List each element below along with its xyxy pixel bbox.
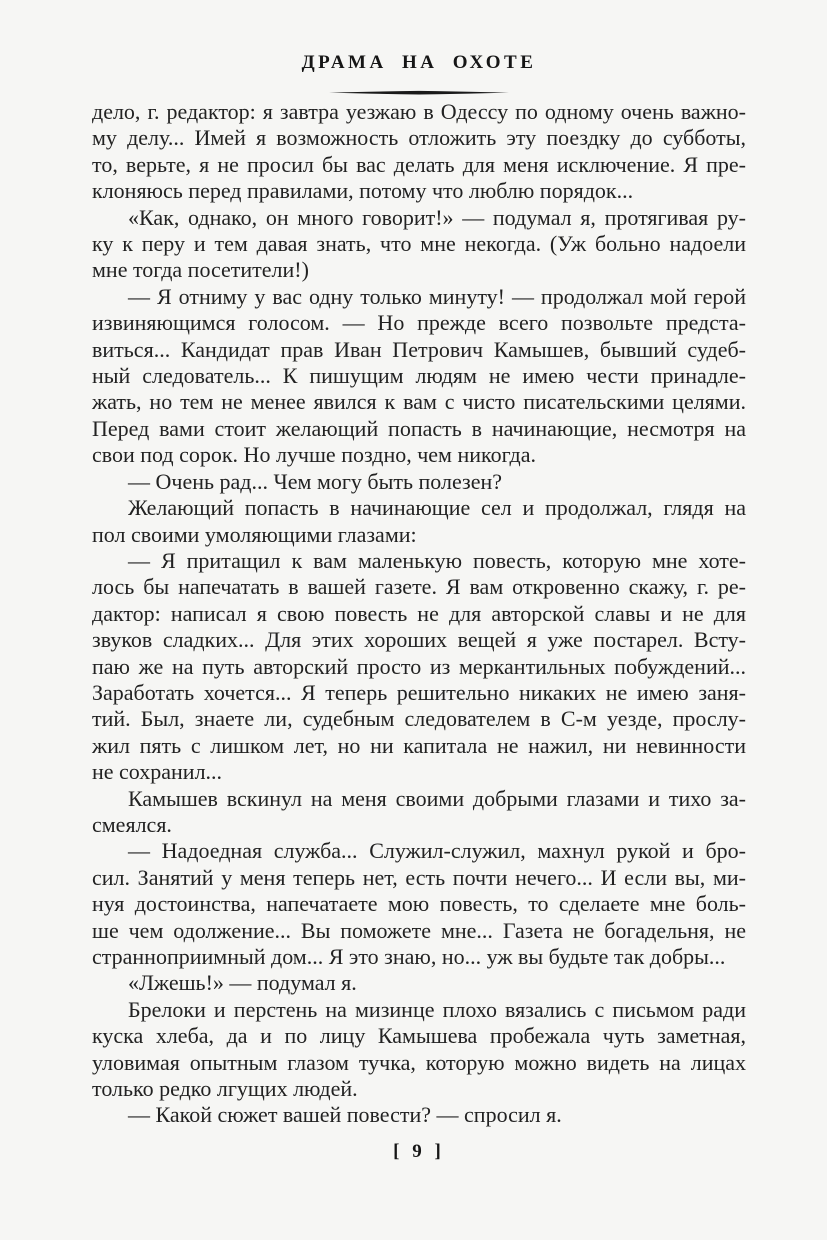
text-line: — Я отниму у вас одну только минуту! — продолжал мой герой	[128, 283, 746, 309]
text-line: мне тогда посетители!)	[92, 257, 309, 283]
text-line: нуя достоинства, напечатаете мою повесть, то сделаете мне боль-	[92, 891, 746, 917]
text-line: смеялся.	[92, 811, 172, 837]
text-line: ку к перу и тем давая знать, что мне некогда. (Уж больно надоели	[92, 231, 746, 257]
text-line: звуков сладких... Для этих хороших вещей я уже постарел. Всту-	[92, 627, 746, 653]
text-line: — Какой сюжет вашей повести? — спросил я.	[128, 1102, 562, 1128]
text-line: уловимая опытным глазом тучка, которую можно видеть на лицах	[92, 1049, 746, 1075]
text-line: свои под сорок. Но лучше поздно, чем никогда.	[92, 442, 536, 468]
text-line: паю же на путь авторский просто из меркантильных побуждений...	[92, 653, 746, 679]
text-line: — Надоедная служба... Служил-служил, махнул рукой и бро-	[128, 838, 746, 864]
text-line: не сохранил...	[92, 759, 223, 785]
text-line: ше чем одолжение... Вы поможете мне... Газета не богадельня, не	[92, 917, 746, 943]
text-line: виться... Кандидат прав Иван Петрович Камышев, бывший судеб-	[92, 336, 746, 362]
text-line: — Очень рад... Чем могу быть полезен?	[128, 468, 503, 494]
text-line: жать, но тем не менее явился к вам с чисто писательскими целями.	[92, 389, 746, 415]
text-line: пол своими умоляющими глазами:	[92, 521, 417, 547]
text-line: то, верьте, я не просил бы вас делать для меня исключение. Я пре-	[92, 151, 746, 177]
page-number: [ 9 ]	[393, 1141, 445, 1162]
swelled-rule-ornament	[329, 90, 509, 96]
text-line: ный следователь... К пишущим людям не имею чести принадле-	[92, 363, 746, 389]
text-line: му делу... Имей я возможность отложить эту поездку до субботы,	[92, 125, 746, 151]
text-line: дактор: написал я свою повесть не для авторской славы и не для	[92, 600, 746, 626]
text-line: — Я притащил к вам маленькую повесть, которую мне хоте-	[128, 547, 746, 573]
text-line: Перед вами стоит желающий попасть в начинающие, несмотря на	[92, 415, 746, 441]
text-line: дело, г. редактор: я завтра уезжаю в Одессу по одному очень важно-	[92, 99, 746, 124]
text-line: «Как, однако, он много говорит!» — подумал я, протягивая ру-	[128, 204, 746, 230]
text-line: Заработать хочется... Я теперь решительно никаких не имею заня-	[92, 679, 746, 705]
text-line: куска хлеба, да и по лицу Камышева пробежала чуть заметная,	[92, 1023, 746, 1049]
text-line: «Лжешь!» — подумал я.	[128, 970, 357, 996]
text-line: странноприимный дом... Я это знаю, но... уж вы будьте так добры...	[92, 944, 726, 969]
running-head: ДРАМА НА ОХОТЕ	[301, 52, 537, 73]
text-line: сил. Занятий у меня теперь нет, есть почти нечего... И если вы, ми-	[92, 864, 746, 890]
body-text	[92, 99, 746, 1129]
text-line: клоняюсь перед правилами, потому что люблю порядок...	[92, 178, 634, 204]
text-line: лось бы напечатать в вашей газете. Я вам откровенно скажу, г. ре-	[92, 574, 746, 600]
text-line: извиняющимся голосом. — Но прежде всего позвольте предста-	[92, 310, 746, 336]
text-line: Камышев вскинул на меня своими добрыми глазами и тихо за-	[128, 785, 746, 811]
text-line: тий. Был, знаете ли, судебным следователем в С-м уезде, прослу-	[92, 706, 746, 732]
text-line: Брелоки и перстень на мизинце плохо вязались с письмом ради	[128, 996, 746, 1022]
text-line: жил пять с лишком лет, но ни капитала не нажил, ни невинности	[92, 732, 746, 758]
swelled-rule-shape	[329, 90, 509, 96]
text-line: Желающий попасть в начинающие сел и продолжал, глядя на	[128, 495, 746, 521]
text-line: только редко лгущих людей.	[92, 1076, 358, 1102]
